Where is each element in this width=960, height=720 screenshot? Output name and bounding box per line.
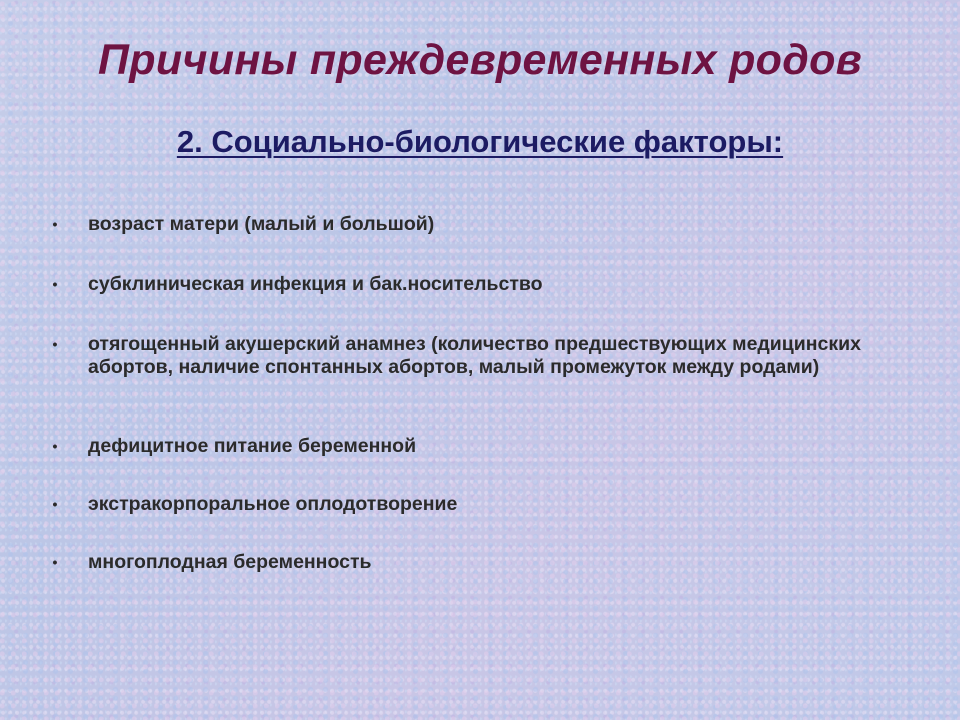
list-item-text: экстракорпоральное оплодотворение xyxy=(88,493,458,515)
list-item xyxy=(48,273,908,296)
slide-subtitle xyxy=(0,124,960,160)
list-item xyxy=(48,333,908,379)
list-item-text: многоплодная беременность xyxy=(88,551,372,573)
list-item-text: возраст матери (малый и большой) xyxy=(88,213,435,235)
list-item-text: субклиническая инфекция и бак.носительство xyxy=(88,273,543,295)
slide-subtitle-text: 2. Социально-биологические факторы: xyxy=(176,124,784,159)
list-item xyxy=(48,213,908,236)
bullet-icon: • xyxy=(52,438,58,454)
bullet-icon: • xyxy=(52,496,58,512)
slide-title: Причины преждевременных родов xyxy=(98,36,862,84)
list-item-text: отягощенный акушерский анамнез (количество предшествующих медицинских абортов, наличие спонтанных абортов, малый промежуток между родами) xyxy=(88,333,861,378)
bullet-icon: • xyxy=(52,276,58,292)
list-item-text: дефицитное питание беременной xyxy=(88,435,417,457)
list-item xyxy=(48,551,908,574)
bullet-icon: • xyxy=(52,336,58,352)
bullet-icon: • xyxy=(52,554,58,570)
bullet-icon: • xyxy=(52,216,58,232)
list-item xyxy=(48,493,908,516)
list-item xyxy=(48,435,908,458)
